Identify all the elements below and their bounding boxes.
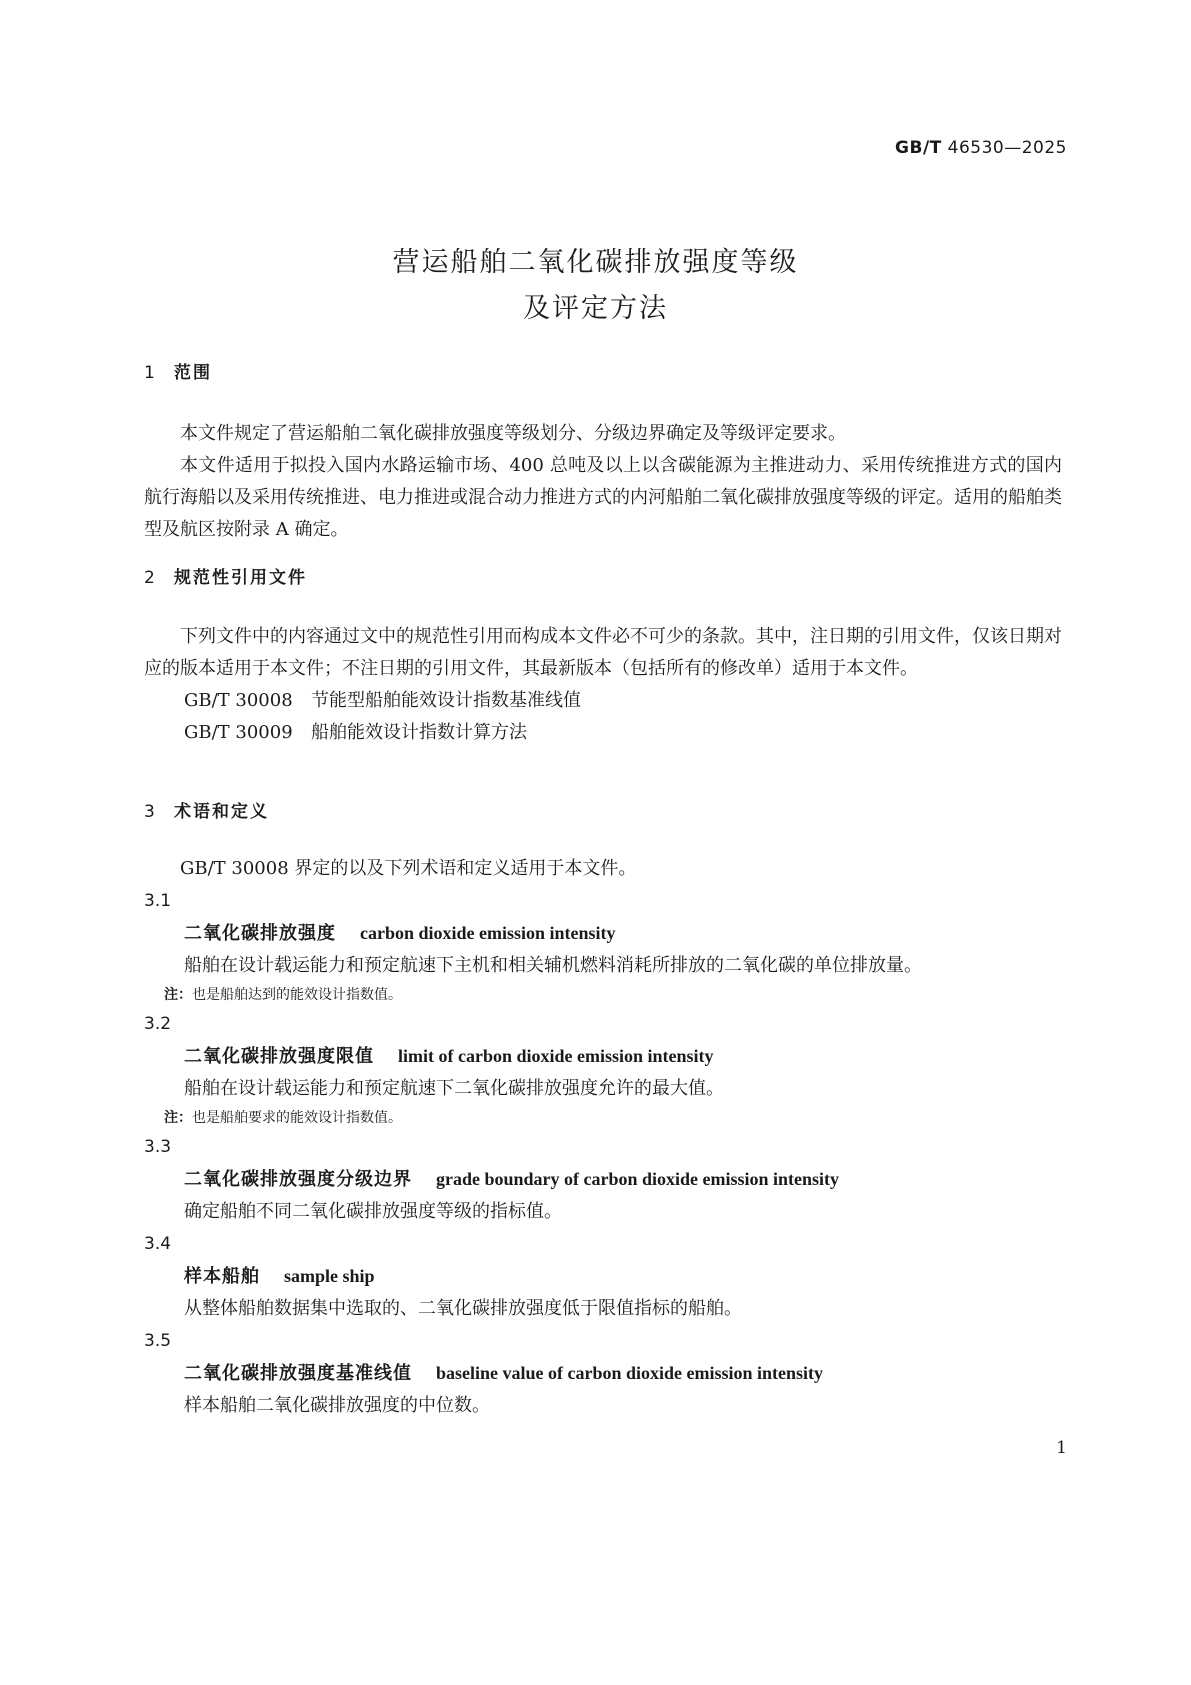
term-definition: 船舶在设计载运能力和预定航速下主机和相关辅机燃料消耗所排放的二氧化碳的单位排放量。 xyxy=(184,955,922,976)
note-text: 也是船舶要求的能效设计指数值。 xyxy=(192,1110,402,1126)
term-number: 3.2 xyxy=(144,1014,172,1034)
term-en: limit of carbon dioxide emission intensity xyxy=(398,1046,714,1066)
section-heading-scope xyxy=(144,358,212,388)
term-number: 3.3 xyxy=(144,1137,172,1157)
term-definition: 船舶在设计载运能力和预定航速下二氧化碳排放强度允许的最大值。 xyxy=(184,1078,724,1099)
term-name xyxy=(144,1163,1062,1196)
title-line-2: 及评定方法 xyxy=(523,293,668,324)
reference-item xyxy=(144,717,1062,749)
reference-code: GB/T 30009 xyxy=(184,722,293,743)
document-number xyxy=(895,138,1067,158)
note-text: 也是船舶达到的能效设计指数值。 xyxy=(192,987,402,1003)
section-label: 术语和定义 xyxy=(174,802,269,822)
title-line-1: 营运船舶二氧化碳排放强度等级 xyxy=(392,247,799,278)
term-number: 3.5 xyxy=(144,1331,172,1351)
note-label: 注： xyxy=(164,1110,192,1126)
term-number: 3.4 xyxy=(144,1234,172,1254)
term-en: sample ship xyxy=(284,1266,375,1286)
section-label: 规范性引用文件 xyxy=(174,568,307,588)
reference-title: 节能型船舶能效设计指数基准线值 xyxy=(311,690,581,711)
normative-body xyxy=(144,621,1062,749)
term-en: baseline value of carbon dioxide emission intensity xyxy=(436,1363,824,1383)
doc-prefix: GB/T xyxy=(895,138,942,158)
scope-paragraph-1: 本文件规定了营运船舶二氧化碳排放强度等级划分、分级边界确定及等级评定要求。 xyxy=(180,423,846,444)
normative-paragraph: 下列文件中的内容通过文中的规范性引用而构成本文件必不可少的条款。其中，注日期的引用文件，仅该日期对应的版本适用于本文件；不注日期的引用文件，其最新版本（包括所有的修改单）适用于本文件。 xyxy=(144,626,1062,679)
scope-paragraph-2: 本文件适用于拟投入国内水路运输市场、400 总吨及以上以含碳能源为主推进动力、采用传统推进方式的国内航行海船以及采用传统推进、电力推进或混合动力推进方式的内河船舶二氧化碳排放强度等级的评定。适用的船舶类型及航区按附录 A 确定。 xyxy=(144,455,1062,540)
term-en: grade boundary of carbon dioxide emission intensity xyxy=(436,1169,840,1189)
term-note xyxy=(144,982,1062,1008)
scope-body xyxy=(144,418,1062,546)
term-definition: 从整体船舶数据集中选取的、二氧化碳排放强度低于限值指标的船舶。 xyxy=(184,1298,742,1319)
reference-code: GB/T 30008 xyxy=(184,690,293,711)
terms-body xyxy=(144,853,1062,1422)
terms-intro: GB/T 30008 界定的以及下列术语和定义适用于本文件。 xyxy=(180,858,637,879)
section-number: 2 xyxy=(144,568,155,588)
term-zh: 二氧化碳排放强度 xyxy=(184,923,336,944)
term-number: 3.1 xyxy=(144,891,172,911)
term-zh: 二氧化碳排放强度分级边界 xyxy=(184,1169,412,1190)
doc-number-value: 46530—2025 xyxy=(947,138,1067,158)
term-zh: 样本船舶 xyxy=(184,1266,260,1287)
term-name xyxy=(144,1260,1062,1293)
term-en: carbon dioxide emission intensity xyxy=(360,923,616,943)
term-zh: 二氧化碳排放强度限值 xyxy=(184,1046,374,1067)
term-name xyxy=(144,1357,1062,1390)
section-heading-terms xyxy=(144,797,269,827)
page-number: 1 xyxy=(1056,1438,1067,1458)
term-definition: 确定船舶不同二氧化碳排放强度等级的指标值。 xyxy=(184,1201,562,1222)
term-note xyxy=(144,1105,1062,1131)
section-heading-normative xyxy=(144,563,307,593)
page-title xyxy=(0,240,1191,332)
term-name xyxy=(144,1040,1062,1073)
reference-item xyxy=(144,685,1062,717)
term-zh: 二氧化碳排放强度基准线值 xyxy=(184,1363,412,1384)
section-label: 范围 xyxy=(174,363,212,383)
reference-title: 船舶能效设计指数计算方法 xyxy=(311,722,527,743)
section-number: 1 xyxy=(144,363,155,383)
term-definition: 样本船舶二氧化碳排放强度的中位数。 xyxy=(184,1395,490,1416)
note-label: 注： xyxy=(164,987,192,1003)
term-name xyxy=(144,917,1062,950)
section-number: 3 xyxy=(144,802,155,822)
